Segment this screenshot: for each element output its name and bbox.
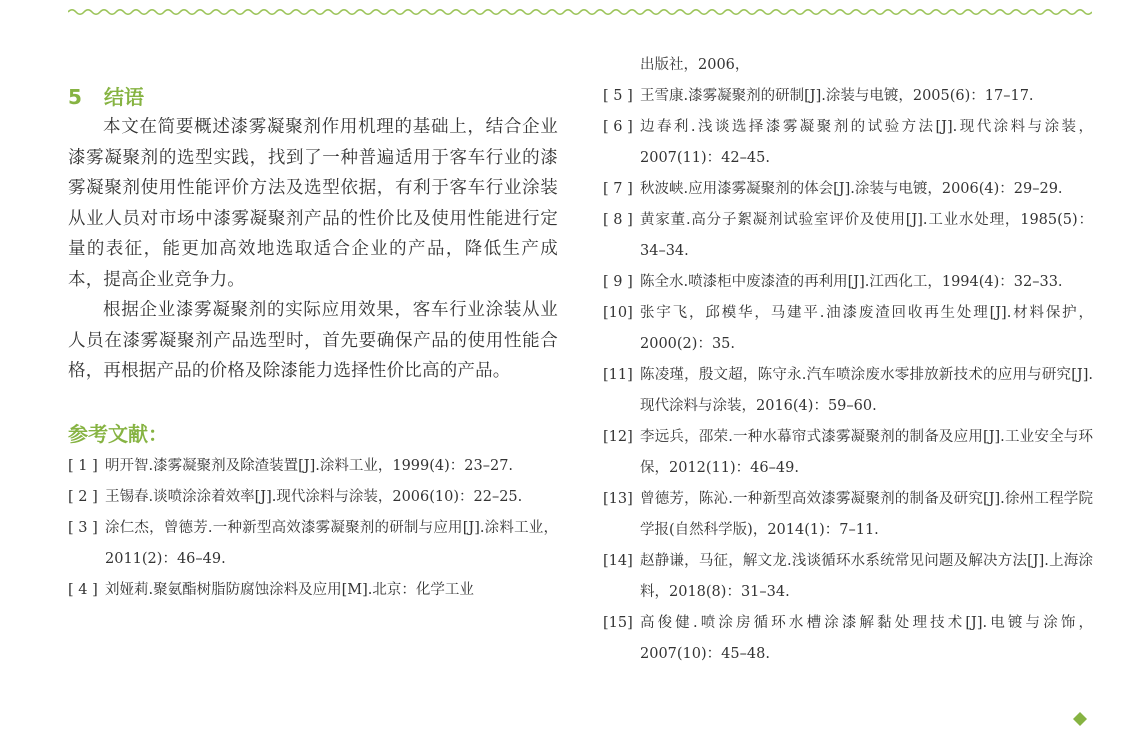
reference-item bbox=[68, 513, 558, 575]
reference-number: [ 3 ] bbox=[68, 519, 98, 536]
reference-text: 秋波峡.应用漆雾凝聚剂的体会[J].涂装与电镀，2006(4)：29–29. bbox=[640, 181, 1063, 197]
right-column bbox=[603, 50, 1093, 670]
reference-number: [14] bbox=[603, 553, 633, 569]
reference-item bbox=[603, 360, 1093, 422]
section-title: 结语 bbox=[104, 85, 144, 109]
reference-text: 王雪康.漆雾凝聚剂的研制[J].涂装与电镀，2005(6)：17–17. bbox=[640, 88, 1034, 104]
conclusion-paragraph-1: 本文在简要概述漆雾凝聚剂作用机理的基础上，结合企业漆雾凝聚剂的选型实践，找到了一种普遍适用于客车行业的漆雾凝聚剂使用性能评价方法及选型依据，有利于客车行业涂装从业人员对市场中漆雾凝聚剂产品的性价比及使用性能进行定量的表征，能更加高效地选取适合企业的产品，降低生产成本，提高企业竞争力。 bbox=[68, 117, 558, 290]
reference-text: 赵静谦，马征，解文龙.浅谈循环水系统常见问题及解决方法[J].上海涂料，2018(8)：31–34. bbox=[640, 553, 1093, 600]
reference-text: 陈全水.喷漆柜中废漆渣的再利用[J].江西化工，1994(4)：32–33. bbox=[640, 274, 1063, 290]
reference-text: 涂仁杰，曾德芳.一种新型高效漆雾凝聚剂的研制与应用[J].涂料工业，2011(2)：46–49. bbox=[105, 519, 558, 567]
reference-number: [ 9 ] bbox=[603, 274, 633, 290]
reference-number: [ 1 ] bbox=[68, 457, 98, 474]
section-number: 5 bbox=[68, 85, 82, 109]
reference-number: [ 4 ] bbox=[68, 581, 98, 598]
reference-item bbox=[603, 546, 1093, 608]
reference-text: 曾德芳，陈沁.一种新型高效漆雾凝聚剂的制备及研究[J].徐州工程学院学报(自然科学版)，2014(1)：7–11. bbox=[640, 491, 1093, 538]
section-heading bbox=[68, 82, 558, 112]
reference-item bbox=[603, 81, 1093, 112]
reference-number: [ 7 ] bbox=[603, 181, 633, 197]
reference-item bbox=[603, 422, 1093, 484]
references-heading: 参考文献： bbox=[68, 421, 168, 446]
reference-item bbox=[68, 451, 558, 482]
reference-text: 刘娅莉.聚氨酯树脂防腐蚀涂料及应用[M].北京：化学工业 bbox=[105, 581, 474, 598]
reference-number: [ 8 ] bbox=[603, 212, 633, 228]
reference-text: 李远兵，邵荣.一种水幕帘式漆雾凝聚剂的制备及应用[J].工业安全与环保，2012(11)：46–49. bbox=[640, 429, 1093, 476]
reference-number: [10] bbox=[603, 305, 633, 321]
reference-number: [ 6 ] bbox=[603, 119, 633, 135]
reference-number: [ 2 ] bbox=[68, 488, 98, 505]
reference-item bbox=[68, 575, 558, 606]
reference-continuation: 出版社，2006， bbox=[640, 57, 750, 73]
reference-number: [12] bbox=[603, 429, 633, 445]
left-column bbox=[68, 82, 558, 606]
reference-number: [15] bbox=[603, 615, 633, 631]
reference-item bbox=[603, 112, 1093, 174]
reference-text: 陈凌瑾，殷文超，陈守永.汽车喷涂废水零排放新技术的应用与研究[J].现代涂料与涂装，2016(4)：59–60. bbox=[640, 367, 1093, 414]
top-wavy-border bbox=[68, 6, 1092, 18]
reference-item bbox=[603, 205, 1093, 267]
reference-text: 高俊健.喷涂房循环水槽涂漆解黏处理技术[J].电镀与涂饰，2007(10)：45–48. bbox=[640, 615, 1093, 662]
reference-number: [13] bbox=[603, 491, 633, 507]
reference-number: [11] bbox=[603, 367, 633, 383]
reference-item bbox=[603, 174, 1093, 205]
reference-text: 边春利.浅谈选择漆雾凝聚剂的试验方法[J].现代涂料与涂装，2007(11)：42–45. bbox=[640, 119, 1093, 166]
reference-item bbox=[68, 482, 558, 513]
reference-item bbox=[603, 484, 1093, 546]
reference-item bbox=[603, 298, 1093, 360]
reference-list-left bbox=[68, 451, 558, 606]
reference-text: 黄家董.高分子絮凝剂试验室评价及使用[J].工业水处理，1985(5)：34–34. bbox=[640, 212, 1093, 259]
diamond-icon bbox=[1072, 711, 1088, 727]
reference-number: [ 5 ] bbox=[603, 88, 633, 104]
reference-list-right bbox=[603, 81, 1093, 670]
reference-item bbox=[603, 267, 1093, 298]
reference-text: 张宇飞，邱模华，马建平.油漆废渣回收再生处理[J].材料保护，2000(2)：35. bbox=[640, 305, 1093, 352]
conclusion-paragraph-2: 根据企业漆雾凝聚剂的实际应用效果，客车行业涂装从业人员在漆雾凝聚剂产品选型时，首先要确保产品的使用性能合格，再根据产品的价格及除漆能力选择性价比高的产品。 bbox=[68, 300, 558, 381]
reference-item bbox=[603, 608, 1093, 670]
reference-text: 王锡春.谈喷涂涂着效率[J].现代涂料与涂装，2006(10)：22–25. bbox=[105, 488, 523, 505]
reference-text: 明开智.漆雾凝聚剂及除渣装置[J].涂料工业，1999(4)：23–27. bbox=[105, 457, 514, 474]
